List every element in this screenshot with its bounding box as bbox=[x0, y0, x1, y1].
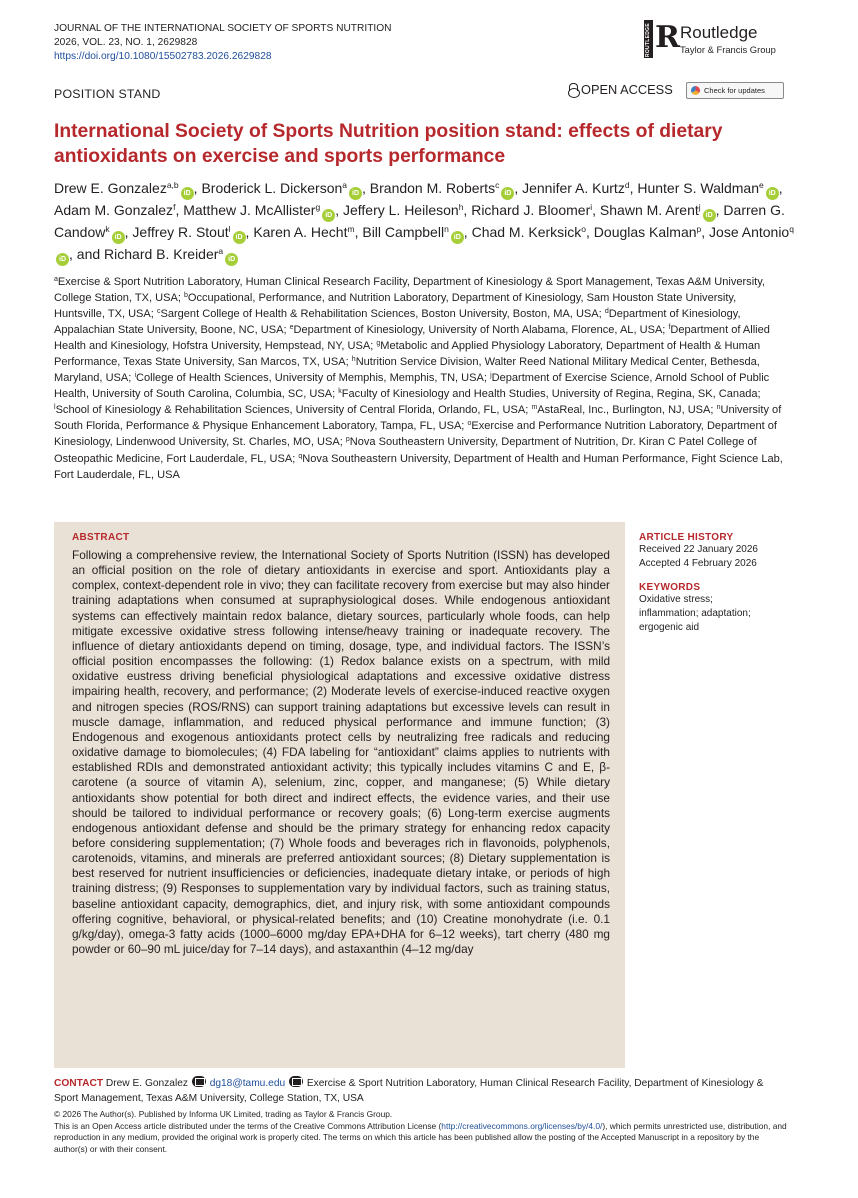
author bbox=[370, 180, 515, 196]
author-affiliation-sup: h bbox=[458, 202, 464, 212]
license-link[interactable]: http://creativecommons.org/licenses/by/4.0/ bbox=[441, 1120, 603, 1131]
open-lock-icon bbox=[568, 83, 578, 96]
affiliation-text: Sargent College of Health & Rehabilitation Sciences, Boston University, Boston, MA, USA; bbox=[160, 308, 602, 321]
keyword-line: ergogenic aid bbox=[639, 622, 700, 633]
affiliation-text: Faculty of Kinesiology and Health Studies, University of Regina, Regina, SK, Canada; bbox=[341, 388, 761, 401]
author-affiliation-sup: a bbox=[218, 246, 224, 256]
affiliation-sup: l bbox=[54, 404, 56, 412]
orcid-icon[interactable]: iD bbox=[322, 209, 335, 222]
affiliation-text: Nova Southeastern University, Department of Health and Human Performance, Fight Science Lab, Fort Lauderdale, FL, USA bbox=[54, 452, 783, 481]
author-name: Jeffrey R. Stout bbox=[132, 224, 229, 240]
contact-info bbox=[54, 1076, 789, 1106]
author-affiliation-sup: c bbox=[495, 180, 500, 190]
article-type: POSITION STAND bbox=[54, 87, 161, 101]
article-title: International Society of Sports Nutrition position stand: effects of dietary antioxidants on exercise and sports performance bbox=[54, 121, 723, 167]
received-date: Received 22 January 2026 bbox=[639, 544, 758, 555]
affiliation-text: School of Kinesiology & Rehabilitation Sciences, University of Central Florida, Orlando, FL, USA; bbox=[55, 404, 529, 417]
check-updates-label: Check for updates bbox=[704, 86, 765, 95]
contact-label: CONTACT bbox=[54, 1078, 104, 1089]
keyword-line: Oxidative stress; bbox=[639, 594, 713, 605]
author-affiliation-sup: o bbox=[581, 224, 587, 234]
author-affiliation-sup: i bbox=[590, 202, 593, 212]
crossmark-icon bbox=[691, 86, 700, 95]
author-name: Douglas Kalman bbox=[593, 224, 697, 240]
open-access-badge bbox=[568, 82, 673, 97]
orcid-icon[interactable]: iD bbox=[501, 187, 514, 200]
copyright-line: © 2026 The Author(s). Published by Informa UK Limited, trading as Taylor & Francis Group. bbox=[54, 1109, 393, 1119]
affiliation-sup: a bbox=[54, 276, 58, 283]
author bbox=[183, 202, 335, 218]
orcid-icon[interactable]: iD bbox=[112, 231, 125, 244]
affiliation-sup: j bbox=[490, 372, 492, 380]
check-for-updates-button[interactable] bbox=[686, 82, 784, 99]
author-name: Matthew J. McAllister bbox=[183, 202, 316, 218]
author-name: Karen A. Hecht bbox=[253, 224, 348, 240]
author-name: Chad M. Kerksick bbox=[471, 224, 582, 240]
affiliation-text: Exercise and Performance Nutrition Laboratory, Department of Kinesiology, Lindenwood University, St. Charles, MO, USA; bbox=[54, 420, 777, 449]
author-list: Drew E. Gonzalez$^{a,b}$iD , Broderick L. Dickerson$^a$iD , Brandon M. Roberts$^c$iD , Jennifer A. Kurtz$^d$, Hunter S. Waldman$^e$iD , Adam M. Gonzalez$^f$, Matthew J. McAllister$^g$iD , Jeffery L. Heileson$^h$, Richard J. Bloomer$^i$, Shawn M. Arent$^j$iD , Darren G. Candow$^k$iD , Jeffrey R. Stout$^l$iD , Karen A. Hecht$^m$, Bill Campbell$^n$iD , Chad M. Kerksick$^o$, Douglas Kalman$^p$, Jose Antonio$^q$iD , and Richard B. Kreider$^a$iD bbox=[54, 178, 799, 266]
contact-name: Drew E. Gonzalez bbox=[105, 1078, 188, 1089]
open-access-label: OPEN ACCESS bbox=[581, 82, 673, 97]
author-name: Jose Antonio bbox=[709, 224, 790, 240]
author bbox=[522, 180, 629, 196]
orcid-icon[interactable]: iD bbox=[451, 231, 464, 244]
journal-name: JOURNAL OF THE INTERNATIONAL SOCIETY OF SPORTS NUTRITION bbox=[54, 23, 392, 34]
orcid-icon[interactable]: iD bbox=[225, 253, 238, 266]
affiliation-sup: g bbox=[376, 340, 381, 348]
contact-email-link[interactable]: dg18@tamu.edu bbox=[209, 1078, 286, 1089]
affiliation-text: Department of Allied Health and Kinesiology, Hofstra University, Hempstead, NY, USA; bbox=[54, 324, 770, 353]
author-name: Jeffery L. Heileson bbox=[342, 202, 459, 218]
affiliation-text: Nova Southeastern University, Department of Nutrition, Dr. Kiran C Patel College of Osteopathic Medicine, Fort Lauderdale, FL, USA; bbox=[54, 436, 757, 465]
affiliation-text: Department of Kinesiology, Appalachian State University, Boone, NC, USA; bbox=[54, 308, 741, 337]
affiliation-text: Metabolic and Applied Physiology Laboratory, Department of Health & Human Performance, Texas State University, San Marcos, TX, USA; bbox=[54, 340, 761, 369]
copyright-notice bbox=[54, 1109, 789, 1155]
author-name: Hunter S. Waldman bbox=[637, 180, 759, 196]
author bbox=[253, 224, 354, 240]
affiliation-text: AstaReal, Inc., Burlington, NJ, USA; bbox=[537, 404, 714, 417]
affiliation-sup: n bbox=[716, 404, 721, 412]
orcid-icon[interactable]: iD bbox=[766, 187, 779, 200]
author bbox=[343, 202, 463, 218]
author bbox=[472, 224, 586, 240]
author-name: Shawn M. Arent bbox=[599, 202, 699, 218]
affiliation-sup: i bbox=[134, 372, 136, 380]
logo-vertical-text: ROUTLEDGE bbox=[645, 23, 651, 58]
author bbox=[54, 180, 194, 196]
affiliation-sup: b bbox=[183, 292, 188, 300]
doi-link[interactable]: https://doi.org/10.1080/15502783.2026.2629828 bbox=[54, 51, 272, 62]
affiliations bbox=[54, 274, 789, 483]
license-after: ), which permits unrestricted use, distribution, and reproduction in any medium, provided the original work is properly cited. The terms on which this article has been published allow the posting of the Accepted Manuscript in a repository by the author(s) or with their consent. bbox=[54, 1120, 787, 1154]
author-name: Richard B. Kreider bbox=[104, 246, 219, 262]
author bbox=[637, 180, 778, 196]
author-affiliation-sup: m bbox=[347, 224, 355, 234]
author-name: Adam M. Gonzalez bbox=[54, 202, 174, 218]
author bbox=[104, 246, 238, 262]
affiliation-sup: q bbox=[298, 452, 303, 460]
publisher-group: Taylor & Francis Group bbox=[680, 44, 776, 55]
author-affiliation-sup: f bbox=[173, 202, 176, 212]
keyword-line: inflammation; adaptation; bbox=[639, 608, 751, 619]
affiliation-sup: e bbox=[289, 324, 294, 332]
affiliation-sup: d bbox=[604, 308, 609, 316]
address-icon bbox=[289, 1076, 303, 1087]
article-history-heading: ARTICLE HISTORY bbox=[639, 532, 734, 543]
author-affiliation-sup: e bbox=[758, 180, 764, 190]
orcid-icon[interactable]: iD bbox=[349, 187, 362, 200]
abstract-box bbox=[54, 522, 625, 1068]
author-affiliation-sup: q bbox=[789, 224, 794, 234]
author-affiliation-sup: k bbox=[105, 224, 110, 234]
orcid-icon[interactable]: iD bbox=[703, 209, 716, 222]
author bbox=[132, 224, 245, 240]
affiliation-text: Nutrition Service Division, Walter Reed National Military Medical Center, Bethesda, Maryland, USA; bbox=[54, 356, 760, 385]
affiliation-text: Exercise & Sport Nutrition Laboratory, Human Clinical Research Facility, Department of Kinesiology & Sport Management, Texas A&M University, College Station, TX, USA; bbox=[54, 276, 765, 305]
author-name: Brandon M. Roberts bbox=[369, 180, 496, 196]
author-affiliation-sup: l bbox=[228, 224, 231, 234]
author-affiliation-sup: a bbox=[342, 180, 347, 190]
logo-vertical-bar bbox=[644, 20, 653, 58]
article-sidebar bbox=[639, 532, 789, 635]
license-text bbox=[54, 1121, 789, 1156]
author-name: Broderick L. Dickerson bbox=[201, 180, 343, 196]
affiliation-text: University of South Florida, Performance & Physique Enhancement Laboratory, Tampa, FL, USA; bbox=[54, 404, 782, 433]
author-conjunction: and bbox=[76, 246, 101, 262]
affiliation-sup: m bbox=[531, 404, 538, 412]
affiliation-sup: o bbox=[467, 420, 472, 428]
author-affiliation-sup: j bbox=[698, 202, 701, 212]
author-name: Darren G. Candow bbox=[54, 202, 785, 240]
journal-info bbox=[54, 22, 392, 64]
abstract-heading: ABSTRACT bbox=[72, 532, 130, 543]
author bbox=[201, 180, 362, 196]
keywords-heading: KEYWORDS bbox=[639, 582, 701, 593]
affiliation-sup: k bbox=[338, 388, 342, 396]
orcid-icon[interactable]: iD bbox=[233, 231, 246, 244]
author-affiliation-sup: d bbox=[624, 180, 630, 190]
author-name: Bill Campbell bbox=[362, 224, 445, 240]
license-before: This is an Open Access article distributed under the terms of the Creative Commons Attribution License ( bbox=[54, 1120, 442, 1131]
routledge-mark-icon: R bbox=[655, 20, 680, 55]
publisher-name: Routledge bbox=[680, 23, 758, 42]
orcid-icon[interactable]: iD bbox=[181, 187, 194, 200]
author-affiliation-sup: g bbox=[315, 202, 321, 212]
affiliation-text: Department of Exercise Science, Arnold School of Public Health, University of South Carolina, Columbia, SC, USA; bbox=[54, 372, 770, 401]
author bbox=[362, 224, 463, 240]
author-affiliation-sup: a,b bbox=[166, 180, 179, 190]
author-name: Drew E. Gonzalez bbox=[54, 180, 167, 196]
journal-issue: 2026, VOL. 23, NO. 1, 2629828 bbox=[54, 37, 198, 48]
author bbox=[600, 202, 716, 218]
accepted-date: Accepted 4 February 2026 bbox=[639, 558, 757, 569]
author bbox=[54, 202, 175, 218]
author bbox=[471, 202, 592, 218]
affiliation-text: Department of Kinesiology, University of North Alabama, Florence, AL, USA; bbox=[293, 324, 666, 337]
orcid-icon[interactable]: iD bbox=[56, 253, 69, 266]
author bbox=[594, 224, 701, 240]
affiliation-text: Occupational, Performance, and Nutrition Laboratory, Department of Kinesiology, Sam Houston State University, Huntsville, TX, USA; bbox=[54, 292, 737, 321]
affiliation-sup: p bbox=[345, 436, 350, 444]
affiliation-sup: c bbox=[156, 308, 161, 316]
affiliation-sup: f bbox=[668, 324, 671, 332]
author-affiliation-sup: n bbox=[444, 224, 449, 234]
contact-address: Exercise & Sport Nutrition Laboratory, Human Clinical Research Facility, Department of Kinesiology & Sport Management, Texas A&M University, College Station, TX, USA bbox=[54, 1078, 764, 1104]
routledge-logo bbox=[644, 20, 784, 60]
affiliation-sup: h bbox=[351, 356, 356, 364]
abstract-text: Following a comprehensive review, the International Society of Sports Nutrition (ISSN) has developed an official position on the role of dietary antioxidants in exercise and sport. Antioxidants play a complex, context-dependent role in vivo; they can facilitate recovery from exercise but may also hinder training adaptations when consumed at supraphysiological doses. While endogenous antioxidant systems can effectively maintain redox balance, dietary sources, particularly whole foods, can help mitigate excessive oxidative stress following intense/heavy training or inadequate recovery. The influence of dietary antioxidants depend on timing, dosage, type, and individual factors. The ISSN’s official position encompasses the following: (1) Redox balance exists on a spectrum, with mild oxidative eustress driving beneficial physiological adaptations and excessive oxidative distress impairing health, recovery, and performance; (2) Moderate levels of exercise-induced reactive oxygen and nitrogen species (ROS/RNS) can support training adaptations but excessive levels can result in muscle damage, inflammation, and reduced physical performance and immune function; (3) Endogenous and exogenous antioxidants protect cells by neutralizing free radicals and reducing oxidative damage to biomolecules; (4) FDA labeling for “antioxidant” claims applies to nutrients with established RDIs and demonstrated antioxidant activity; this typically includes vitamins C and E, β-carotene (a source of vitamin A), selenium, zinc, copper, and manganese; (5) While dietary antioxidants show potential for both direct and indirect effects, the evidence varies, and their use should be tailored to individual performance or recovery goals; (6) Long-term exercise augments endogenous antioxidant defense and should be the primary strategy for enhancing redox capacity before considering supplementation; (7) Whole foods and beverages rich in flavonoids, polyphenols, carotenoids, vitamins, and minerals are preferred antioxidant sources; (8) Dietary supplementation is best reserved for nutrient insufficiencies or deficiencies, inadequate dietary intake, or periods of high training distress; (9) Responses to supplementation vary by individual factors, such as training status, baseline antioxidant capacity, demographics, diet, and injury risk, with some antioxidant compounds offering cognitive, behavioral, or physical-related benefits; and (10) Creatine monohydrate (i.e. 0.1 g/kg/day), omega-3 fatty acids (1000–6000 mg/day EPA+DHA for 6–12 weeks), tart cherry (480 mg powder or 60–90 mL juice/day for 7–14 days), and astaxanthin (4–12 mg/day bbox=[72, 548, 610, 957]
author-name: Richard J. Bloomer bbox=[471, 202, 591, 218]
author-name: Jennifer A. Kurtz bbox=[522, 180, 625, 196]
email-icon bbox=[192, 1076, 206, 1087]
affiliation-text: College of Health Sciences, University of Memphis, Memphis, TN, USA; bbox=[136, 372, 487, 385]
author-affiliation-sup: p bbox=[696, 224, 702, 234]
